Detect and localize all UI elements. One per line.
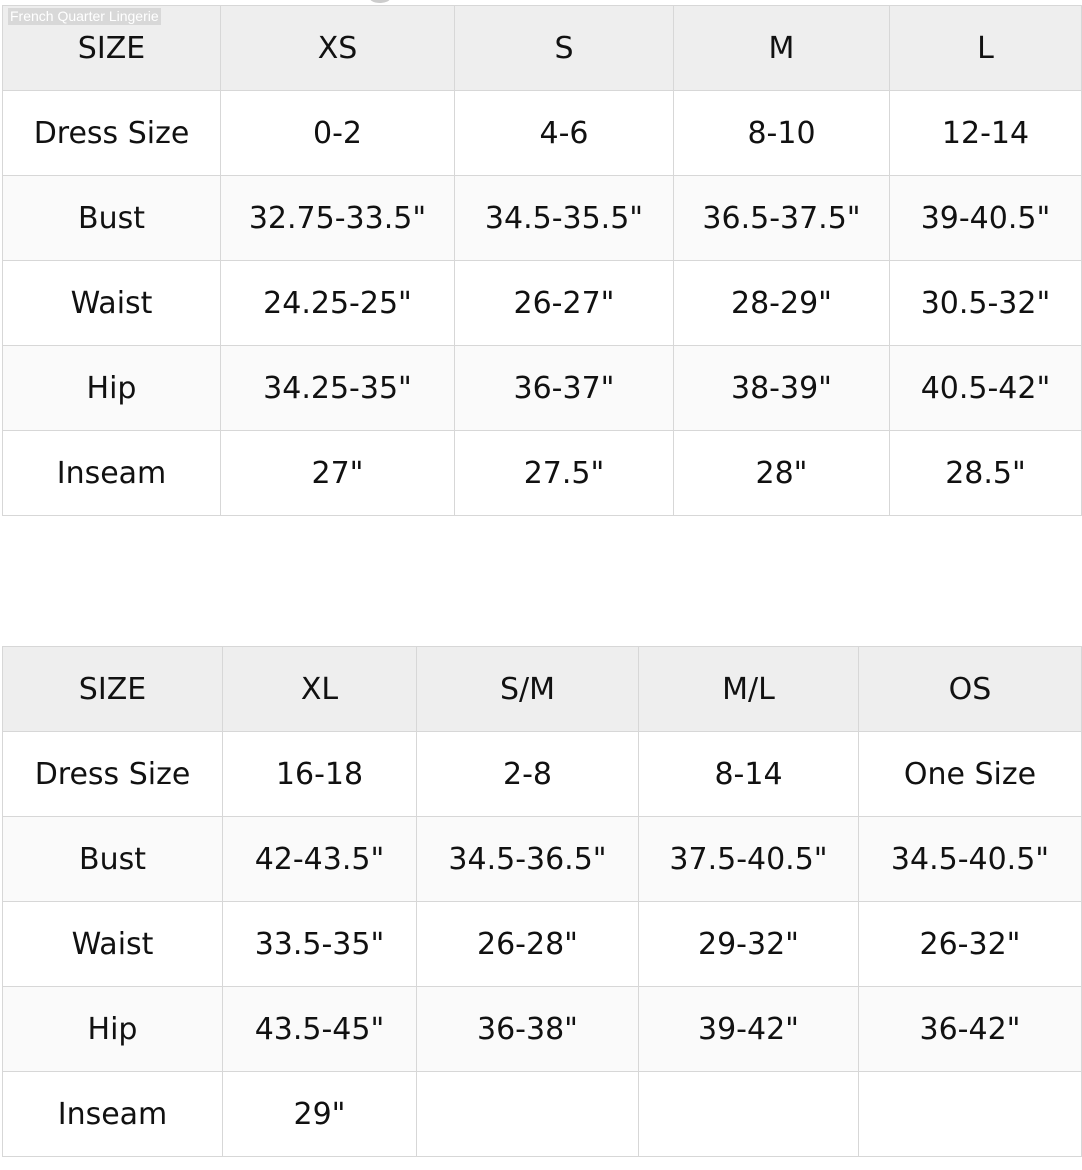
size-chart-table-1 bbox=[2, 5, 1082, 516]
table-cell: 36-42" bbox=[859, 987, 1082, 1072]
table-row bbox=[3, 91, 1082, 176]
table-cell bbox=[639, 1072, 859, 1157]
table-cell: 36-38" bbox=[417, 987, 639, 1072]
table-cell: 28.5" bbox=[890, 431, 1082, 516]
table-cell: 34.25-35" bbox=[221, 346, 455, 431]
table-cell: 26-32" bbox=[859, 902, 1082, 987]
table-cell: 29-32" bbox=[639, 902, 859, 987]
table-cell: 8-14 bbox=[639, 732, 859, 817]
header-cell: XL bbox=[223, 647, 417, 732]
cropped-title-fragment bbox=[370, 0, 390, 3]
table-row bbox=[3, 176, 1082, 261]
table-cell: 40.5-42" bbox=[890, 346, 1082, 431]
table-cell: 8-10 bbox=[674, 91, 890, 176]
header-cell: OS bbox=[859, 647, 1082, 732]
table-cell: 32.75-33.5" bbox=[221, 176, 455, 261]
table-cell: 43.5-45" bbox=[223, 987, 417, 1072]
table-cell: One Size bbox=[859, 732, 1082, 817]
table-row bbox=[3, 1072, 1082, 1157]
table-header-row bbox=[3, 647, 1082, 732]
header-cell: S bbox=[455, 6, 674, 91]
table-cell bbox=[417, 1072, 639, 1157]
row-label: Waist bbox=[3, 902, 223, 987]
row-label: Dress Size bbox=[3, 91, 221, 176]
table-cell: 34.5-40.5" bbox=[859, 817, 1082, 902]
table-cell: 39-42" bbox=[639, 987, 859, 1072]
table-cell: 27" bbox=[221, 431, 455, 516]
table-cell: 42-43.5" bbox=[223, 817, 417, 902]
table-cell: 16-18 bbox=[223, 732, 417, 817]
row-label: Inseam bbox=[3, 1072, 223, 1157]
table-row bbox=[3, 902, 1082, 987]
table-cell: 29" bbox=[223, 1072, 417, 1157]
header-cell: SIZE bbox=[3, 647, 223, 732]
table-cell: 2-8 bbox=[417, 732, 639, 817]
table-row bbox=[3, 431, 1082, 516]
table-cell: 28" bbox=[674, 431, 890, 516]
header-cell: M/L bbox=[639, 647, 859, 732]
table-row bbox=[3, 261, 1082, 346]
row-label: Bust bbox=[3, 176, 221, 261]
header-cell: S/M bbox=[417, 647, 639, 732]
table-cell: 27.5" bbox=[455, 431, 674, 516]
table-cell: 26-28" bbox=[417, 902, 639, 987]
table-row bbox=[3, 346, 1082, 431]
table-cell: 26-27" bbox=[455, 261, 674, 346]
table-cell: 34.5-36.5" bbox=[417, 817, 639, 902]
header-cell: L bbox=[890, 6, 1082, 91]
row-label: Waist bbox=[3, 261, 221, 346]
table-cell bbox=[859, 1072, 1082, 1157]
row-label: Bust bbox=[3, 817, 223, 902]
table-cell: 28-29" bbox=[674, 261, 890, 346]
watermark: French Quarter Lingerie bbox=[10, 8, 159, 24]
table-cell: 12-14 bbox=[890, 91, 1082, 176]
table-row bbox=[3, 987, 1082, 1072]
table-cell: 33.5-35" bbox=[223, 902, 417, 987]
row-label: Hip bbox=[3, 346, 221, 431]
size-chart-table-2 bbox=[2, 646, 1082, 1157]
table-row bbox=[3, 817, 1082, 902]
row-label: Dress Size bbox=[3, 732, 223, 817]
table-cell: 39-40.5" bbox=[890, 176, 1082, 261]
header-cell: SIZE bbox=[3, 6, 221, 91]
table-cell: 38-39" bbox=[674, 346, 890, 431]
table-cell: 36.5-37.5" bbox=[674, 176, 890, 261]
row-label: Hip bbox=[3, 987, 223, 1072]
table-cell: 34.5-35.5" bbox=[455, 176, 674, 261]
table-header-row bbox=[3, 6, 1082, 91]
table-cell: 0-2 bbox=[221, 91, 455, 176]
header-cell: M bbox=[674, 6, 890, 91]
table-cell: 4-6 bbox=[455, 91, 674, 176]
table-cell: 37.5-40.5" bbox=[639, 817, 859, 902]
header-cell: XS bbox=[221, 6, 455, 91]
table-cell: 24.25-25" bbox=[221, 261, 455, 346]
table-row bbox=[3, 732, 1082, 817]
table-cell: 36-37" bbox=[455, 346, 674, 431]
row-label: Inseam bbox=[3, 431, 221, 516]
table-cell: 30.5-32" bbox=[890, 261, 1082, 346]
